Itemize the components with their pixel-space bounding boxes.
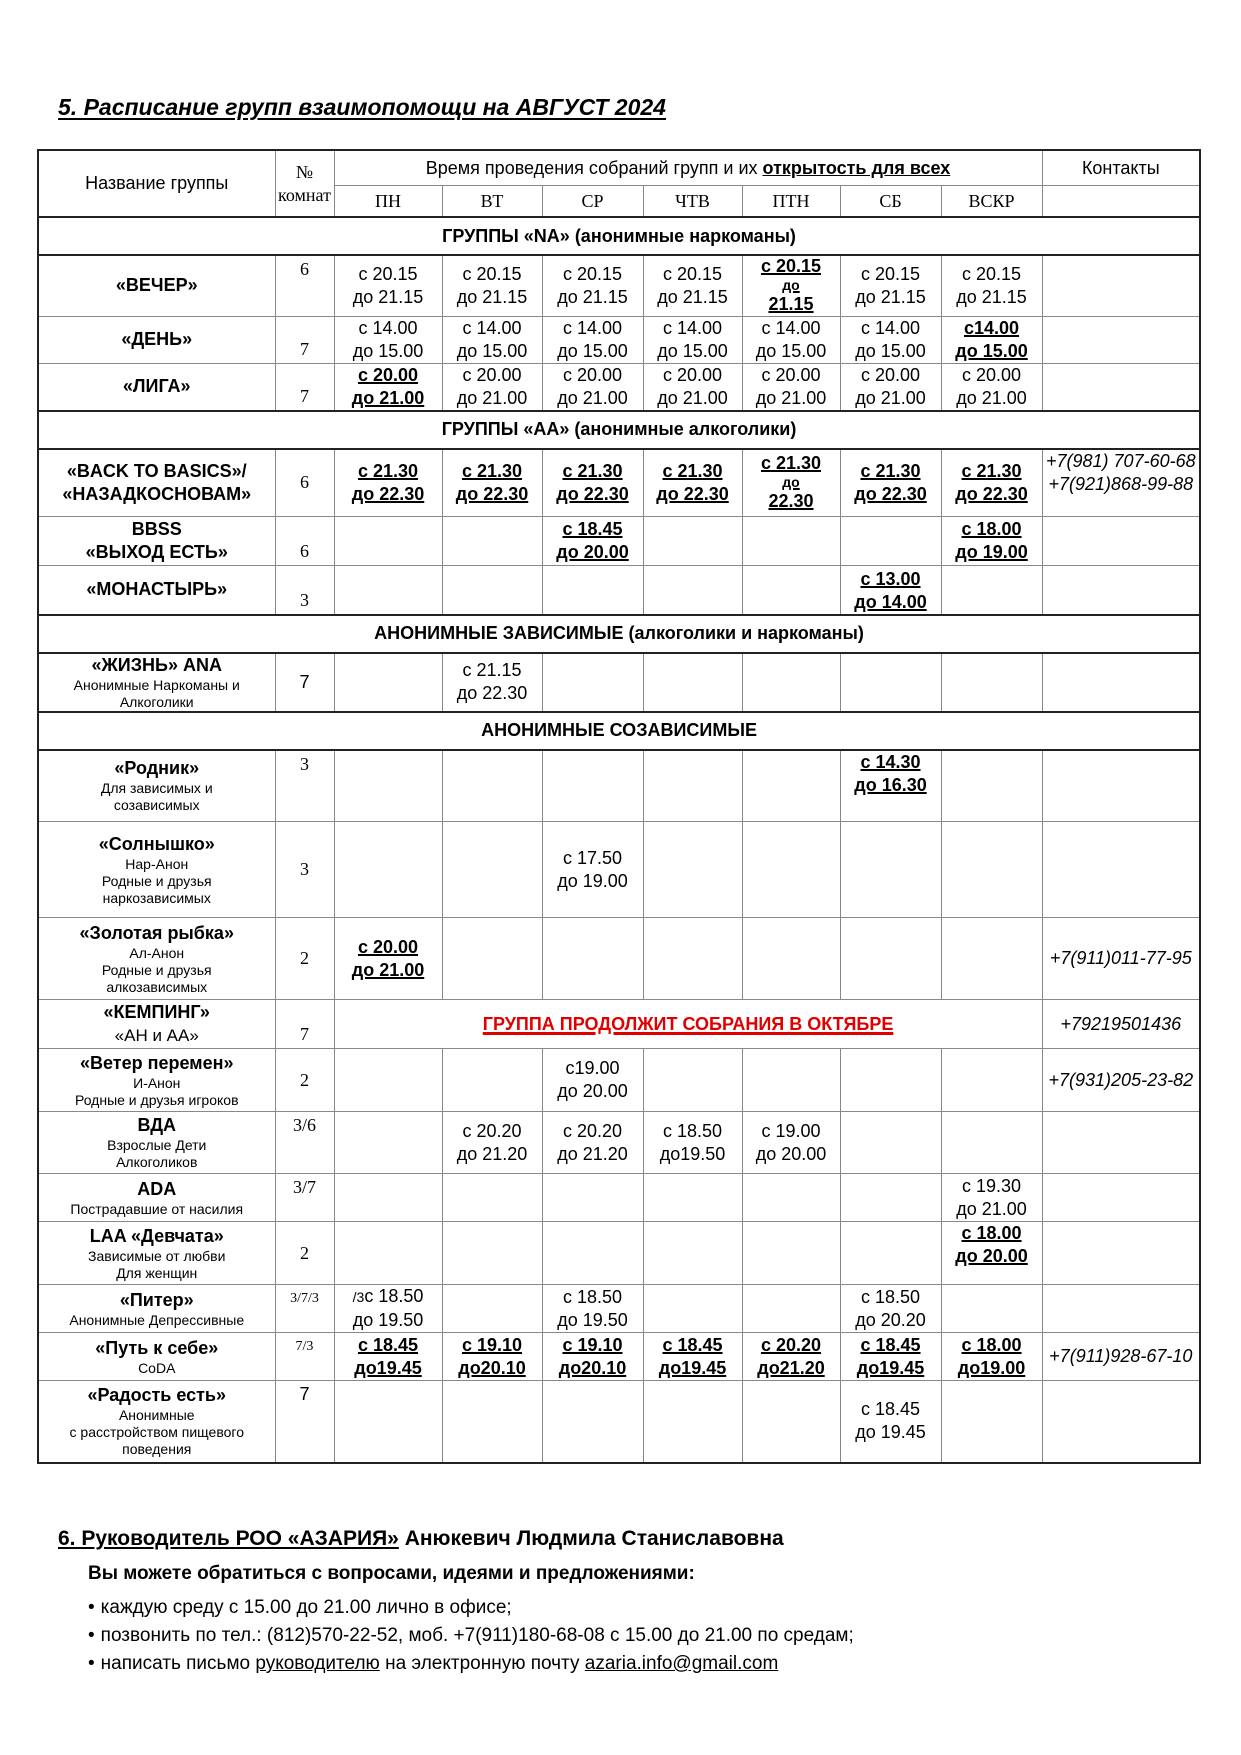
table-row [38, 822, 1200, 918]
empty-cell [334, 750, 442, 822]
room-label: комнат [278, 184, 331, 205]
empty-cell [840, 517, 941, 566]
time-cell: с 20.15 до 21.15 [941, 255, 1042, 316]
room-number: 3/7 [275, 1174, 334, 1222]
empty-cell [334, 566, 442, 615]
table-row [38, 1174, 1200, 1222]
table-row [38, 653, 1200, 712]
empty-cell [643, 1285, 742, 1333]
day-sat: СБ [840, 186, 941, 218]
day-sun: ВСКР [941, 186, 1042, 218]
empty-cell [742, 1285, 840, 1333]
section6-heading [58, 1527, 784, 1551]
empty-cell [742, 1174, 840, 1222]
section6-subheading: Вы можете обратиться с вопросами, идеями и предложениями: [88, 1563, 695, 1584]
section-row [38, 712, 1200, 750]
empty-cell [742, 918, 840, 1000]
table-row [38, 449, 1200, 517]
time-cell: с 21.30 до 22.30 [542, 449, 643, 517]
time-cell: с 13.00 до 14.00 [840, 566, 941, 615]
room-number: 7/3 [275, 1333, 334, 1381]
section-row [38, 411, 1200, 449]
header-time [334, 150, 1042, 186]
contact-cell [1042, 255, 1200, 316]
notice-banner: ГРУППА ПРОДОЛЖИТ СОБРАНИЯ В ОКТЯБРЕ [334, 1000, 1042, 1049]
table-row [38, 918, 1200, 1000]
group-name: «ВЕЧЕР» [38, 255, 275, 316]
empty-cell [542, 750, 643, 822]
contact-cell [1042, 1285, 1200, 1333]
contact-cell [1042, 566, 1200, 615]
room-number: 2 [275, 1049, 334, 1112]
time-cell: с 18.00 до 20.00 [941, 1222, 1042, 1285]
empty-cell [542, 1381, 643, 1463]
empty-cell [542, 918, 643, 1000]
section6-heading-underlined: 6. Руководитель РОО «АЗАРИЯ» [58, 1527, 399, 1550]
table-row [38, 1049, 1200, 1112]
contact-cell: +79219501436 [1042, 1000, 1200, 1049]
empty-cell [840, 1112, 941, 1174]
empty-cell [941, 1112, 1042, 1174]
empty-cell [941, 750, 1042, 822]
table-row [38, 363, 1200, 411]
time-cell: с 18.50 до 20.20 [840, 1285, 941, 1333]
contact-cell: +7(911)928-67-10 [1042, 1333, 1200, 1381]
room-number: 3/6 [275, 1112, 334, 1174]
day-tue: ВТ [442, 186, 542, 218]
contact-list [88, 1594, 854, 1678]
day-fri: ПТН [742, 186, 840, 218]
room-number: 7 [275, 363, 334, 411]
room-number: 3 [275, 822, 334, 918]
contact-cell [1042, 1112, 1200, 1174]
empty-cell [542, 566, 643, 615]
empty-cell [840, 1049, 941, 1112]
room-symbol: № [295, 161, 314, 182]
time-cell: с 21.30 до 22.30 [643, 449, 742, 517]
empty-cell [442, 566, 542, 615]
table-row [38, 566, 1200, 615]
contact-cell [1042, 449, 1200, 517]
time-cell: с 18.50 до 19.50 [542, 1285, 643, 1333]
contact-cell [1042, 1174, 1200, 1222]
group-name: ВДА Взрослые Дети Алкоголиков [38, 1112, 275, 1174]
time-cell: с 20.15 до 21.15 [334, 255, 442, 316]
time-cell: с 18.45 до19.45 [643, 1333, 742, 1381]
room-number: 3 [275, 750, 334, 822]
list-item: • каждую среду с 15.00 до 21.00 лично в офисе; [88, 1594, 854, 1622]
table-row [38, 316, 1200, 363]
schedule-table [37, 149, 1201, 1464]
time-cell: с 20.00 до 21.00 [542, 363, 643, 411]
time-cell: с 20.15 до 21.15 [542, 255, 643, 316]
group-name: «ЛИГА» [38, 363, 275, 411]
time-cell: с 18.45 до19.45 [334, 1333, 442, 1381]
section-aa: ГРУППЫ «АА» (анонимные алкоголики) [38, 411, 1200, 449]
empty-cell [840, 1174, 941, 1222]
header-row [38, 150, 1200, 186]
empty-cell [941, 1381, 1042, 1463]
empty-cell [941, 653, 1042, 712]
empty-cell [442, 1222, 542, 1285]
header-group-name: Название группы [38, 150, 275, 217]
group-name: «BACK TO BASICS»/ «НАЗАДКОСНОВАМ» [38, 449, 275, 517]
time-cell: с 14.00 до 15.00 [334, 316, 442, 363]
time-cell: с 20.20 до 21.20 [442, 1112, 542, 1174]
empty-cell [442, 1285, 542, 1333]
group-name: «Питер» Анонимные Депрессивные [38, 1285, 275, 1333]
header-time-prefix: Время проведения собраний групп и их [425, 157, 758, 178]
time-cell: с 20.00 до 21.00 [941, 363, 1042, 411]
empty-cell [442, 1381, 542, 1463]
group-name: «Родник» Для зависимых и созависимых [38, 750, 275, 822]
time-cell: с 20.15 до 21.15 [442, 255, 542, 316]
time-cell: с 18.50 до19.50 [643, 1112, 742, 1174]
time-cell: с 19.10 до20.10 [542, 1333, 643, 1381]
empty-cell [742, 566, 840, 615]
contact-cell [1042, 750, 1200, 822]
table-row [38, 1222, 1200, 1285]
list-item: • позвонить по тел.: (812)570-22-52, моб. +7(911)180-68-08 с 15.00 до 21.00 по средам; [88, 1622, 854, 1650]
table-row [38, 1285, 1200, 1333]
empty-cell [334, 1049, 442, 1112]
empty-cell [941, 1285, 1042, 1333]
day-wed: СР [542, 186, 643, 218]
empty-cell [334, 653, 442, 712]
time-cell: с 20.00 до 21.00 [742, 363, 840, 411]
room-number: 3 [275, 566, 334, 615]
time-cell: с 19.00 до 20.00 [742, 1112, 840, 1174]
empty-cell [542, 1222, 643, 1285]
empty-cell [334, 1381, 442, 1463]
empty-cell [643, 918, 742, 1000]
empty-cell [643, 1381, 742, 1463]
table-row [38, 255, 1200, 316]
time-cell: с 14.00 до 15.00 [840, 316, 941, 363]
empty-cell [643, 653, 742, 712]
section-na: ГРУППЫ «NA» (анонимные наркоманы) [38, 217, 1200, 255]
empty-cell [643, 1049, 742, 1112]
time-cell: с 18.00 до19.00 [941, 1333, 1042, 1381]
empty-cell [334, 1112, 442, 1174]
empty-cell [742, 1222, 840, 1285]
time-cell: с 21.30 до 22.30 [442, 449, 542, 517]
empty-cell [442, 1049, 542, 1112]
group-name: «МОНАСТЫРЬ» [38, 566, 275, 615]
time-cell: с 18.45 до19.45 [840, 1333, 941, 1381]
table-row [38, 750, 1200, 822]
room-number: 6 [275, 449, 334, 517]
empty-cell [643, 750, 742, 822]
room-number: 7 [275, 316, 334, 363]
time-cell: с 21.30 до 22.30 [840, 449, 941, 517]
header-time-emph: открытость для всех [762, 157, 951, 178]
room-number: 6 [275, 517, 334, 566]
time-cell: с 20.20 до 21.20 [542, 1112, 643, 1174]
time-cell: с 20.00 до 21.00 [334, 363, 442, 411]
group-name: «КЕМПИНГ» «АН и АА» [38, 1000, 275, 1049]
time-cell: с 14.00 до 15.00 [742, 316, 840, 363]
room-number: 2 [275, 1222, 334, 1285]
empty-cell [643, 566, 742, 615]
empty-cell [442, 918, 542, 1000]
empty-cell [442, 1174, 542, 1222]
time-cell: с 20.15 до 21.15 [742, 255, 840, 316]
group-name: «Ветер перемен» И-Анон Родные и друзья игроков [38, 1049, 275, 1112]
table-row [38, 517, 1200, 566]
contact-cell [1042, 1222, 1200, 1285]
empty-cell [442, 750, 542, 822]
section-row [38, 217, 1200, 255]
empty-cell [742, 517, 840, 566]
empty-cell [643, 822, 742, 918]
group-name: BBSS «ВЫХОД ЕСТЬ» [38, 517, 275, 566]
phone: +7(981) 707-60-68 [1046, 450, 1196, 471]
empty-cell [442, 517, 542, 566]
table-row [38, 1381, 1200, 1463]
empty-cell [334, 1174, 442, 1222]
contacts-empty [1042, 186, 1200, 218]
empty-cell [542, 653, 643, 712]
time-cell: с 17.50 до 19.00 [542, 822, 643, 918]
time-cell: с 19.10 до20.10 [442, 1333, 542, 1381]
room-number: 7 [275, 653, 334, 712]
time-cell: с 20.00 до 21.00 [334, 918, 442, 1000]
time-cell: с 18.45 до 19.45 [840, 1381, 941, 1463]
empty-cell [742, 822, 840, 918]
group-name: «ЖИЗНЬ» ANA Анонимные Наркоманы и Алкоголики [38, 653, 275, 712]
table-row [38, 1112, 1200, 1174]
section-row [38, 615, 1200, 653]
list-item: • написать письмо руководителю на электронную почту azaria.info@gmail.com [88, 1650, 854, 1678]
empty-cell [941, 566, 1042, 615]
time-cell: с 14.30 до 16.30 [840, 750, 941, 822]
empty-cell [840, 653, 941, 712]
time-cell: с 20.00 до 21.00 [840, 363, 941, 411]
empty-cell [542, 1174, 643, 1222]
time-cell: с19.00 до 20.00 [542, 1049, 643, 1112]
empty-cell [742, 653, 840, 712]
empty-cell [941, 822, 1042, 918]
contact-cell: +7(931)205-23-82 [1042, 1049, 1200, 1112]
empty-cell [742, 1049, 840, 1112]
contact-cell [1042, 517, 1200, 566]
group-name: «Путь к себе» CoDA [38, 1333, 275, 1381]
time-cell: с 20.15 до 21.15 [840, 255, 941, 316]
contact-cell [1042, 316, 1200, 363]
time-cell: с 20.00 до 21.00 [442, 363, 542, 411]
time-cell: с 18.45 до 20.00 [542, 517, 643, 566]
group-name: ADA Пострадавшие от насилия [38, 1174, 275, 1222]
empty-cell [442, 822, 542, 918]
contact-cell [1042, 822, 1200, 918]
time-cell: с 21.30 до 22.30 [334, 449, 442, 517]
director-link[interactable]: руководителю [255, 1653, 380, 1674]
group-name: «ДЕНЬ» [38, 316, 275, 363]
header-contacts: Контакты [1042, 150, 1200, 186]
empty-cell [643, 1174, 742, 1222]
time-cell: с 14.00 до 15.00 [542, 316, 643, 363]
section-ana: АНОНИМНЫЕ ЗАВИСИМЫЕ (алкоголики и наркоманы) [38, 615, 1200, 653]
empty-cell [840, 822, 941, 918]
empty-cell [643, 1222, 742, 1285]
contact-cell [1042, 1381, 1200, 1463]
group-name: LAA «Девчата» Зависимые от любви Для женщин [38, 1222, 275, 1285]
empty-cell [742, 1381, 840, 1463]
time-cell: с14.00 до 15.00 [941, 316, 1042, 363]
day-thu: ЧТВ [643, 186, 742, 218]
time-cell: с 20.00 до 21.00 [643, 363, 742, 411]
room-number: 6 [275, 255, 334, 316]
time-cell: с 14.00 до 15.00 [643, 316, 742, 363]
table-row [38, 1333, 1200, 1381]
time-cell: с 21.30 до 22.30 [941, 449, 1042, 517]
time-cell: с 21.15 до 22.30 [442, 653, 542, 712]
empty-cell [334, 822, 442, 918]
day-mon: ПН [334, 186, 442, 218]
empty-cell [840, 1222, 941, 1285]
empty-cell [742, 750, 840, 822]
contact-cell: +7(911)011-77-95 [1042, 918, 1200, 1000]
empty-cell [334, 1222, 442, 1285]
section6-heading-name: Анюкевич Людмила Станиславовна [404, 1527, 784, 1550]
room-number: 7 [275, 1000, 334, 1049]
time-cell: с 19.30 до 21.00 [941, 1174, 1042, 1222]
room-number: 7 [275, 1381, 334, 1463]
group-name: «Солнышко» Нар-Анон Родные и друзья наркозависимых [38, 822, 275, 918]
empty-cell [840, 918, 941, 1000]
section-coda: АНОНИМНЫЕ СОЗАВИСИМЫЕ [38, 712, 1200, 750]
group-name: «Золотая рыбка» Ал-Анон Родные и друзья алкозависимых [38, 918, 275, 1000]
time-cell: с 18.00 до 19.00 [941, 517, 1042, 566]
empty-cell [941, 918, 1042, 1000]
phone: +7(921)868-99-88 [1048, 473, 1194, 494]
header-room [275, 150, 334, 217]
room-number: 2 [275, 918, 334, 1000]
room-number: 3/7/3 [275, 1285, 334, 1333]
contact-cell [1042, 653, 1200, 712]
empty-cell [643, 517, 742, 566]
time-cell: /3с 18.50 до 19.50 [334, 1285, 442, 1333]
time-cell: с 20.15 до 21.15 [643, 255, 742, 316]
email-link[interactable]: azaria.info@gmail.com [584, 1653, 779, 1674]
time-cell: с 21.30 до 22.30 [742, 449, 840, 517]
group-name: «Радость есть» Анонимные с расстройством пищевого поведения [38, 1381, 275, 1463]
time-cell: с 14.00 до 15.00 [442, 316, 542, 363]
page-title: 5. Расписание групп взаимопомощи на АВГУСТ 2024 [58, 94, 666, 120]
empty-cell [941, 1049, 1042, 1112]
empty-cell [334, 517, 442, 566]
time-cell: с 20.20 до21.20 [742, 1333, 840, 1381]
table-row [38, 1000, 1200, 1049]
contact-cell [1042, 363, 1200, 411]
